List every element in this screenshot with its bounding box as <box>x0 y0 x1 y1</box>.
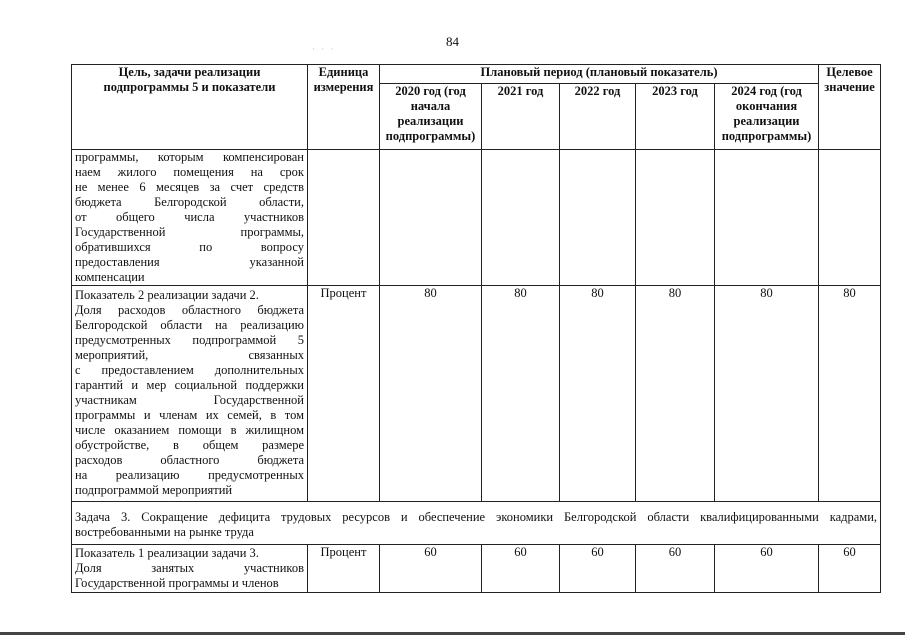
indicator2-value-2022: 80 <box>560 286 636 502</box>
text-line: наем жилого помещения на срок <box>75 165 304 179</box>
indicator2-row <box>72 286 881 502</box>
text-line: числе оказанием помощи в жилищном <box>75 423 304 437</box>
text-line: Государственной программы и членов <box>75 576 279 590</box>
text-line: Белгородской области на реализацию <box>75 318 304 332</box>
text-line: программы, которым компенсирован <box>75 150 304 164</box>
text-line: расходов областного бюджета <box>75 453 304 467</box>
text-line: с предоставлением дополнительных <box>75 363 304 377</box>
empty-cell <box>715 150 819 286</box>
header-year-2023: 2023 год <box>636 84 715 150</box>
indicator2-unit: Процент <box>308 286 380 502</box>
text-line: не менее 6 месяцев за счет средств <box>75 180 304 194</box>
indicator3-target: 60 <box>819 545 881 593</box>
indicator3-row <box>72 545 881 593</box>
empty-cell <box>380 150 482 286</box>
header-year-2021: 2021 год <box>482 84 560 150</box>
indicator3-value-2023: 60 <box>636 545 715 593</box>
text-line: Показатель 2 реализации задачи 2. <box>75 288 259 302</box>
text-line: предусмотренных подпрограммой 5 <box>75 333 304 347</box>
scan-edge-line <box>0 632 905 635</box>
text-line: Государственной программы, <box>75 225 304 239</box>
indicator2-target: 80 <box>819 286 881 502</box>
continuation-row <box>72 150 881 286</box>
indicator2-text <box>72 286 308 502</box>
text-line: компенсации <box>75 270 145 284</box>
header-row-1 <box>72 65 881 84</box>
empty-cell <box>636 150 715 286</box>
text-line: Доля занятых участников <box>75 561 304 575</box>
indicator2-value-2024: 80 <box>715 286 819 502</box>
indicator3-text <box>72 545 308 593</box>
page-number: 84 <box>446 34 459 49</box>
text-line: бюджета Белгородской области, <box>75 195 304 209</box>
text-line: Доля расходов областного бюджета <box>75 303 304 317</box>
text-line: от общего числа участников <box>75 210 304 224</box>
indicator3-unit: Процент <box>308 545 380 593</box>
header-goal: Цель, задачи реализации подпрограммы 5 и показатели <box>72 65 308 150</box>
header-year-2022: 2022 год <box>560 84 636 150</box>
text-line: гарантий и мер социальной поддержки <box>75 378 304 392</box>
header-target: Целевое значение <box>819 65 881 150</box>
indicator3-value-2024: 60 <box>715 545 819 593</box>
text-line: Показатель 1 реализации задачи 3. <box>75 546 259 560</box>
empty-cell <box>482 150 560 286</box>
empty-cell <box>560 150 636 286</box>
empty-cell <box>819 150 881 286</box>
header-year-2020: 2020 год (год начала реализации подпрограммы) <box>380 84 482 150</box>
text-line: подпрограммой мероприятий <box>75 483 233 497</box>
text-line: обустройстве, в общем размере <box>75 438 304 452</box>
text-line: на реализацию предусмотренных <box>75 468 304 482</box>
empty-cell <box>308 150 380 286</box>
text-line: программы и членам их семей, в том <box>75 408 304 422</box>
indicator3-value-2021: 60 <box>482 545 560 593</box>
indicator3-value-2022: 60 <box>560 545 636 593</box>
task3-row <box>72 502 881 545</box>
header-year-2024: 2024 год (год окончания реализации подпрограммы) <box>715 84 819 150</box>
text-line: обратившихся по вопросу <box>75 240 304 254</box>
text-line: участникам Государственной <box>75 393 304 407</box>
indicator2-value-2023: 80 <box>636 286 715 502</box>
scan-marks: · · · <box>312 44 336 54</box>
header-period: Плановый период (плановый показатель) <box>380 65 819 84</box>
continuation-text <box>72 150 308 286</box>
indicator2-value-2021: 80 <box>482 286 560 502</box>
text-line: предоставления указанной <box>75 255 304 269</box>
text-line: мероприятий, связанных <box>75 348 304 362</box>
header-unit: Единица измерения <box>308 65 380 150</box>
indicators-table <box>71 64 881 593</box>
indicator2-value-2020: 80 <box>380 286 482 502</box>
task3-text: Задача 3. Сокращение дефицита трудовых ресурсов и обеспечение экономики Белгородской области квалифицированными кадрами, востребованными на рынке труда <box>72 502 881 545</box>
indicator3-value-2020: 60 <box>380 545 482 593</box>
